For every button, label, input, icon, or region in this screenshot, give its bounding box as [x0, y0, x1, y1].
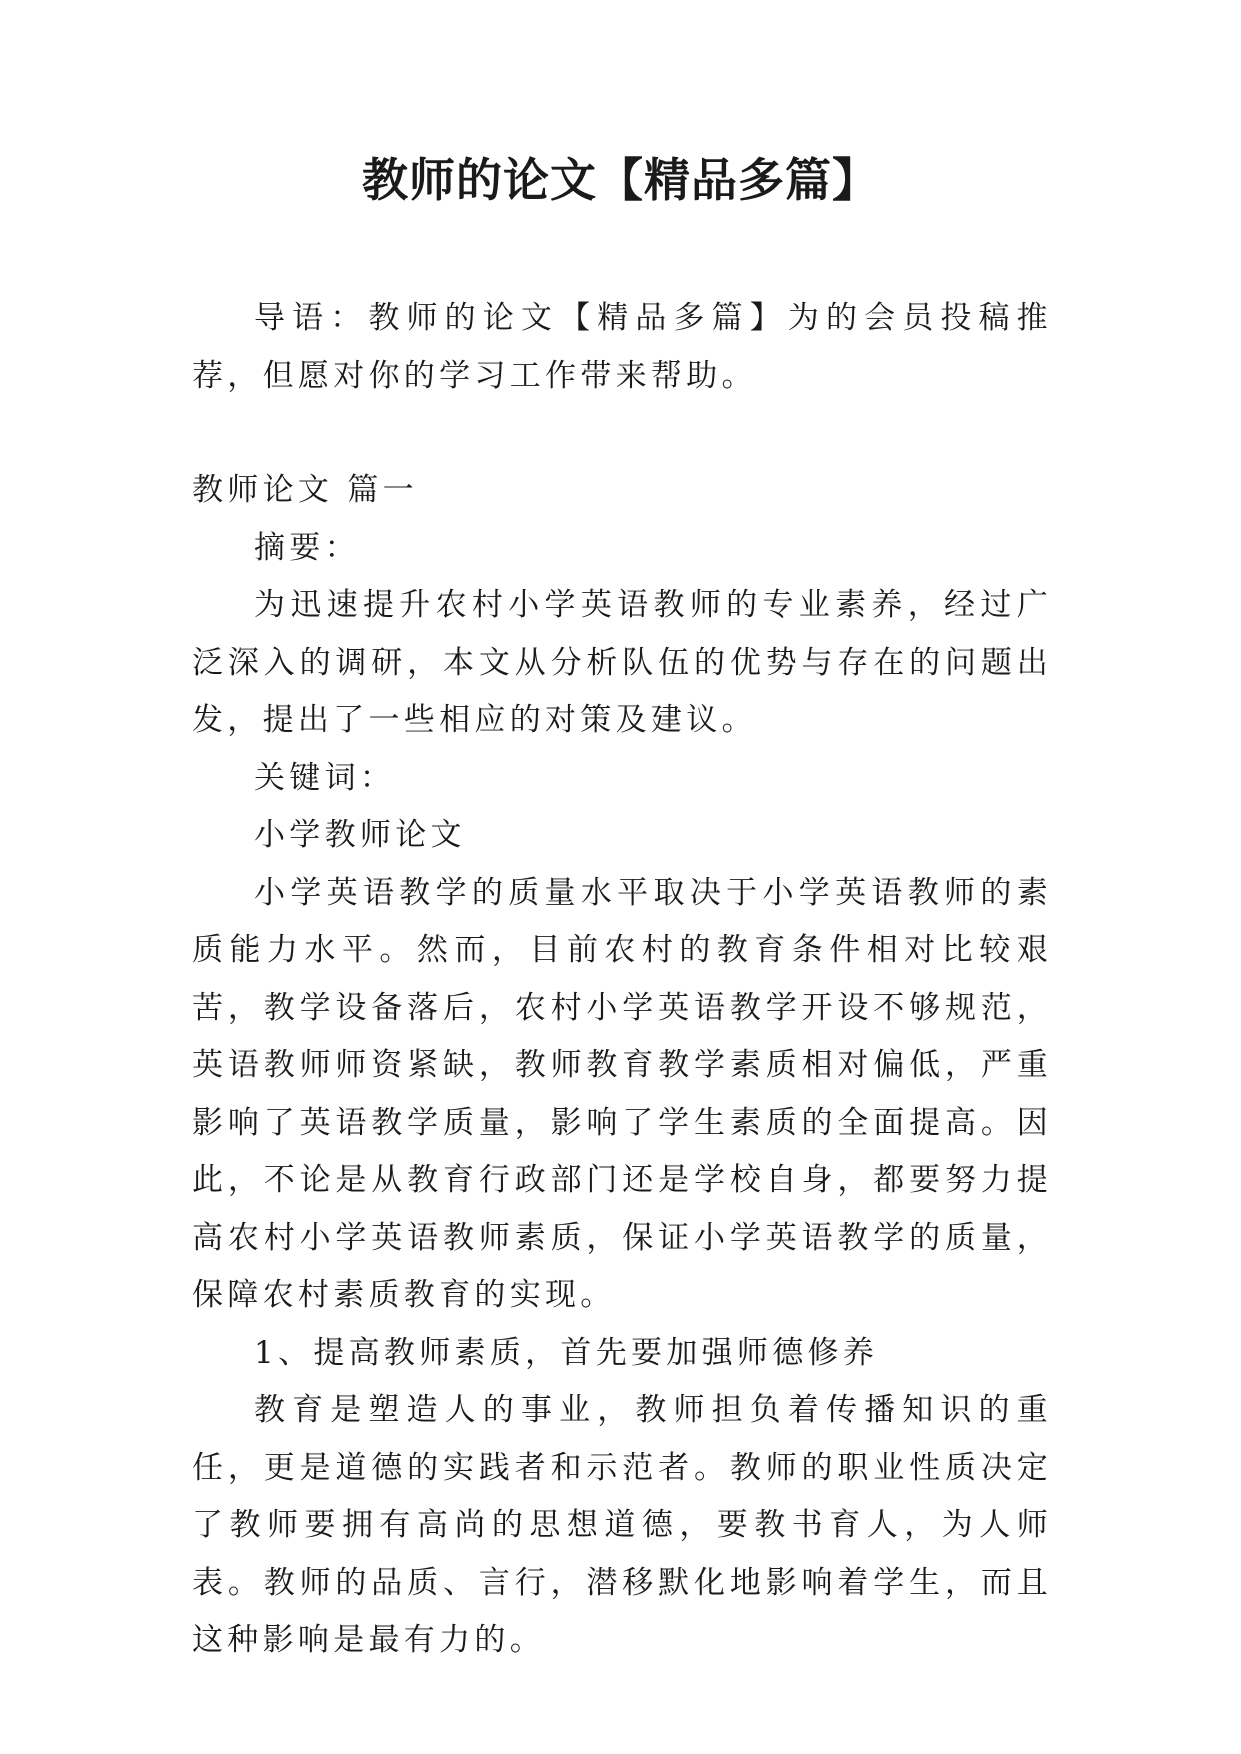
section-heading: 教师论文 篇一: [192, 472, 418, 508]
keywords-label: 关键词：: [254, 759, 396, 796]
subheading: 1、提高教师素质，首先要加强师德修养: [254, 1334, 879, 1371]
spacer: [192, 405, 1052, 462]
intro-paragraph: 导语：教师的论文【精品多篇】为的会员投稿推荐，但愿对你的学习工作带来帮助。: [192, 300, 1052, 394]
body-paragraph: 小学英语教学的质量水平取决于小学英语教师的素质能力水平。然而，目前农村的教育条件相对比较艰苦，教学设备落后，农村小学英语教学开设不够规范，英语教师师资紧缺，教师教育教学素质相对偏低，严重影响了英语教学质量，影响了学生素质的全面提高。因此，不论是从教育行政部门还是学校自身，都要努力提高农村小学英语教师素质，保证小学英语教学的质量，保障农村素质教育的实现。: [192, 874, 1052, 1313]
body-paragraph: 教育是塑造人的事业，教师担负着传播知识的重任，更是道德的实践者和示范者。教师的职业性质决定了教师要拥有高尚的思想道德，要教书育人，为人师表。教师的品质、言行，潜移默化地影响着学生，而且这种影响是最有力的。: [192, 1392, 1052, 1658]
keywords-text: 小学教师论文: [254, 817, 466, 853]
document-title: 教师的论文【精品多篇】: [362, 153, 879, 207]
abstract-label: 摘要：: [254, 529, 360, 566]
document-body: [192, 290, 1052, 1670]
abstract-paragraph: 为迅速提升农村小学英语教师的专业素养，经过广泛深入的调研，本文从分析队伍的优势与存在的问题出发，提出了一些相应的对策及建议。: [192, 587, 1052, 738]
